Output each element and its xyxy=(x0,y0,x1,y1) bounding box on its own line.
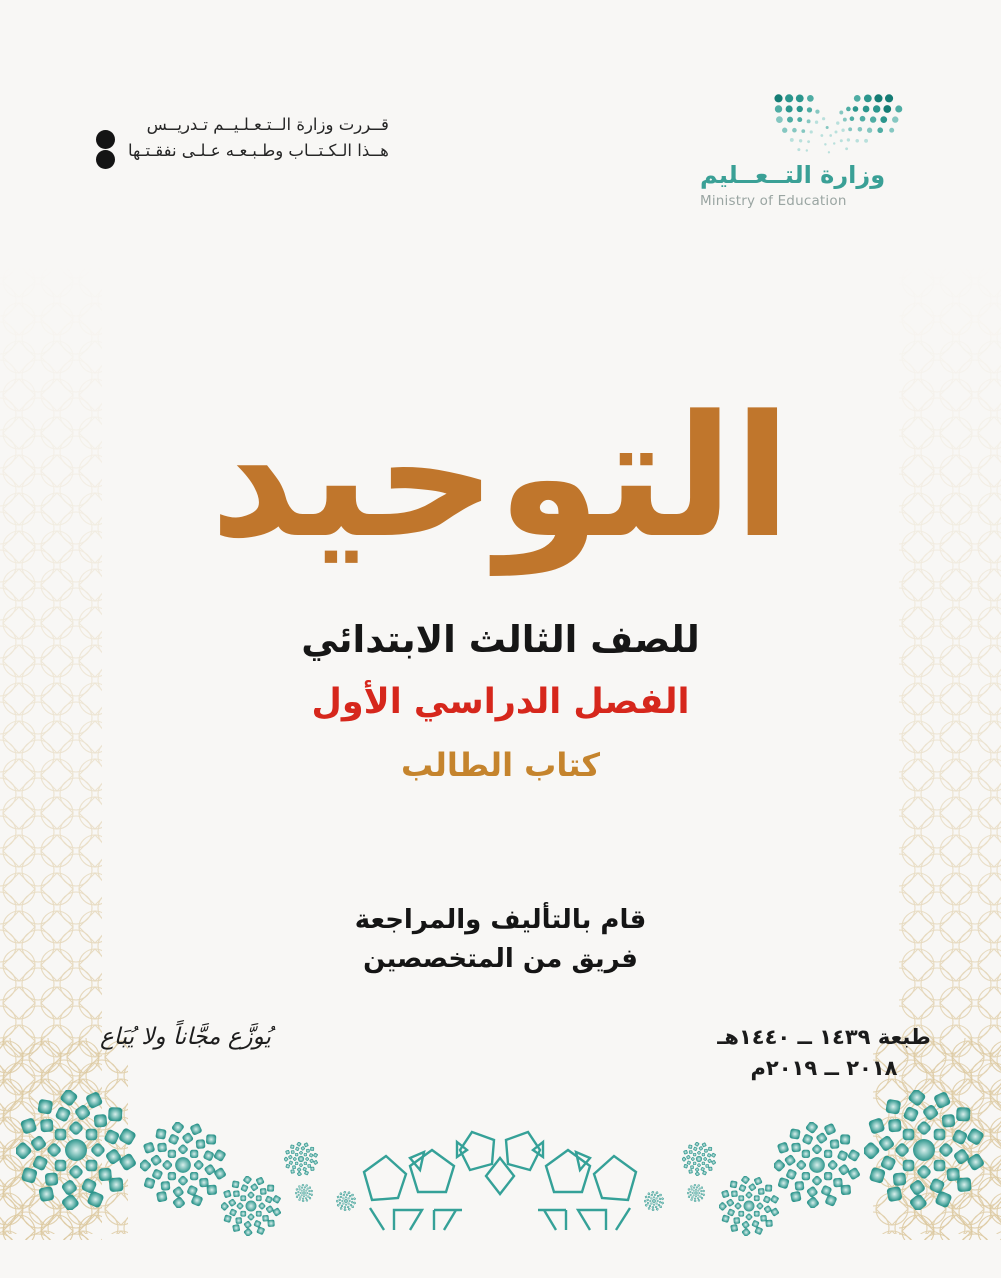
book-type-line: كتاب الطالب xyxy=(400,746,601,784)
geometric-arch-icon xyxy=(360,1124,640,1234)
rosette-flower-icon xyxy=(719,1176,779,1236)
rosette-flower-icon xyxy=(140,1122,226,1208)
ministry-of-education-logo xyxy=(700,88,928,209)
decree-line-1: قــررت وزارة الــتـعـلـيــم تـدريــس xyxy=(146,115,389,134)
authors-line-2: فريق من المتخصصين xyxy=(363,944,638,974)
moe-dots-logo-icon xyxy=(700,88,928,160)
rosette-flower-icon xyxy=(221,1176,281,1236)
authors-block xyxy=(0,901,1001,979)
rosette-flower-icon xyxy=(687,1184,705,1202)
rosette-flower-icon xyxy=(682,1142,716,1176)
rosette-flower-icon xyxy=(644,1191,664,1211)
rosette-flower-icon xyxy=(284,1142,318,1176)
ministry-name-english: Ministry of Education xyxy=(700,193,847,209)
decree-text xyxy=(128,112,389,169)
rosette-flower-icon xyxy=(16,1090,136,1210)
free-distribution-note: يُوزَّع مجَّاناً ولا يُبَاع xyxy=(100,1024,271,1050)
semester-line: الفصل الدراسي الأول xyxy=(311,682,690,722)
edition-gregorian: ٢٠١٨ ــ ٢٠١٩م xyxy=(750,1056,898,1080)
edition-hijri: طبعة ١٤٣٩ ــ ١٤٤٠هـ xyxy=(717,1025,931,1049)
authors-line-1: قام بالتأليف والمراجعة xyxy=(354,905,647,935)
book-title: التوحيد xyxy=(209,379,792,575)
bullet-dot-icon xyxy=(96,150,115,169)
ministry-decree-note xyxy=(96,112,389,169)
ministry-name-arabic: وزارة التــعــليم xyxy=(700,161,886,189)
rosette-flower-icon xyxy=(295,1184,313,1202)
decree-line-2: هــذا الـكـتــاب وطـبـعـه عـلـى نفقـتـها xyxy=(128,141,389,160)
decree-bullets xyxy=(96,112,115,169)
rosette-flower-icon xyxy=(774,1122,860,1208)
rosette-flower-icon xyxy=(336,1191,356,1211)
grade-line: للصف الثالث الابتدائي xyxy=(301,618,700,661)
rosette-flower-icon xyxy=(864,1090,984,1210)
edition-block xyxy=(715,1022,933,1084)
bullet-dot-icon xyxy=(96,130,115,149)
